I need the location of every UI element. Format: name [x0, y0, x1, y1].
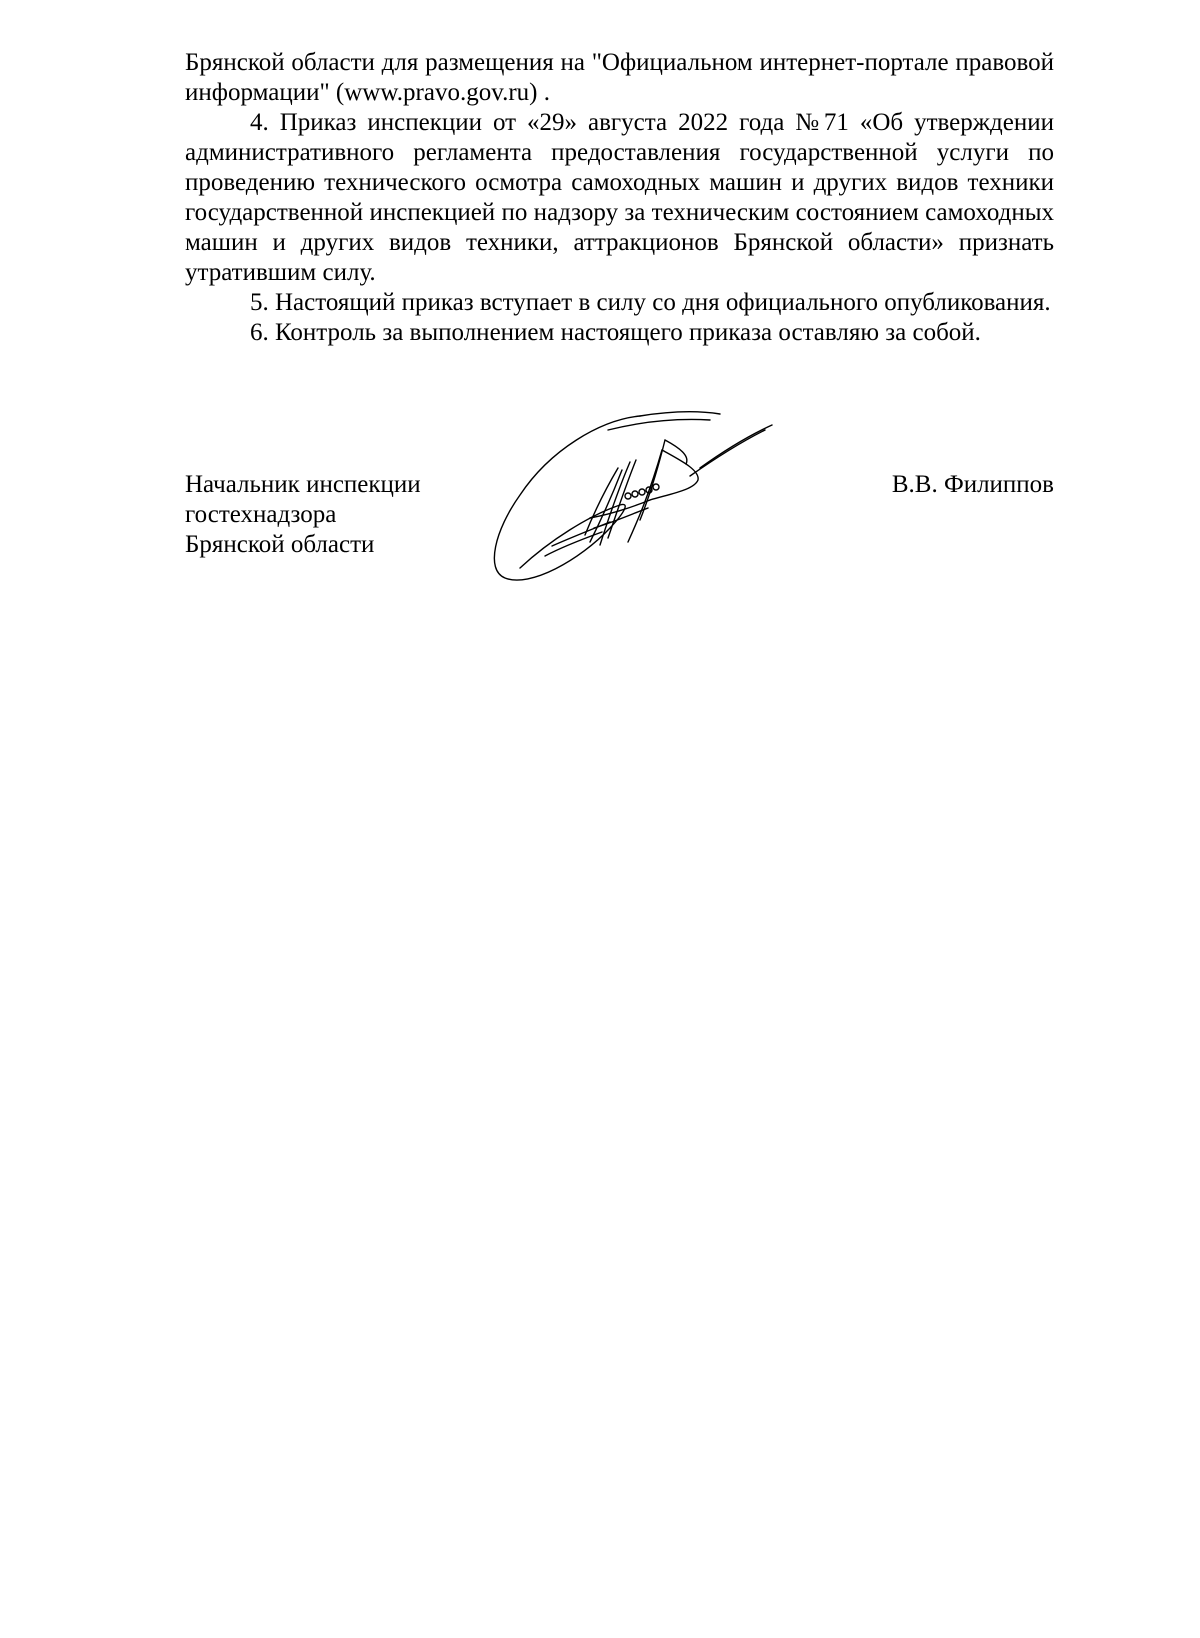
paragraph-item-6: 6. Контроль за выполнением настоящего приказа оставляю за собой.: [250, 319, 981, 346]
paragraph-item-4: 4. Приказ инспекции от «29» августа 2022 года №71 «Об утверждении административного регламента предоставления государственной услуги по проведению технического осмотра самоходных машин и других видов техники государственной инспекцией по надзору за техническим состоянием самоходных машин и других видов техники, аттракционов Брянской области» признать утратившим силу.: [185, 109, 1054, 286]
document-body: [185, 48, 1054, 348]
signer-position: [185, 470, 421, 560]
signer-position-line-2: гостехнадзора: [185, 501, 337, 528]
signer-position-line-1: Начальник инспекции: [185, 471, 421, 498]
signer-name: В.В. Филиппов: [891, 471, 1054, 498]
paragraph-item-5: 5. Настоящий приказ вступает в силу со дня официального опубликования.: [250, 289, 1051, 316]
signer-position-line-3: Брянской области: [185, 531, 375, 558]
paragraph-continuation: Брянской области для размещения на "Официальном интернет-портале правовой информации" (www.pravo.gov.ru) .: [185, 49, 1054, 106]
handwritten-signature: [490, 410, 790, 600]
